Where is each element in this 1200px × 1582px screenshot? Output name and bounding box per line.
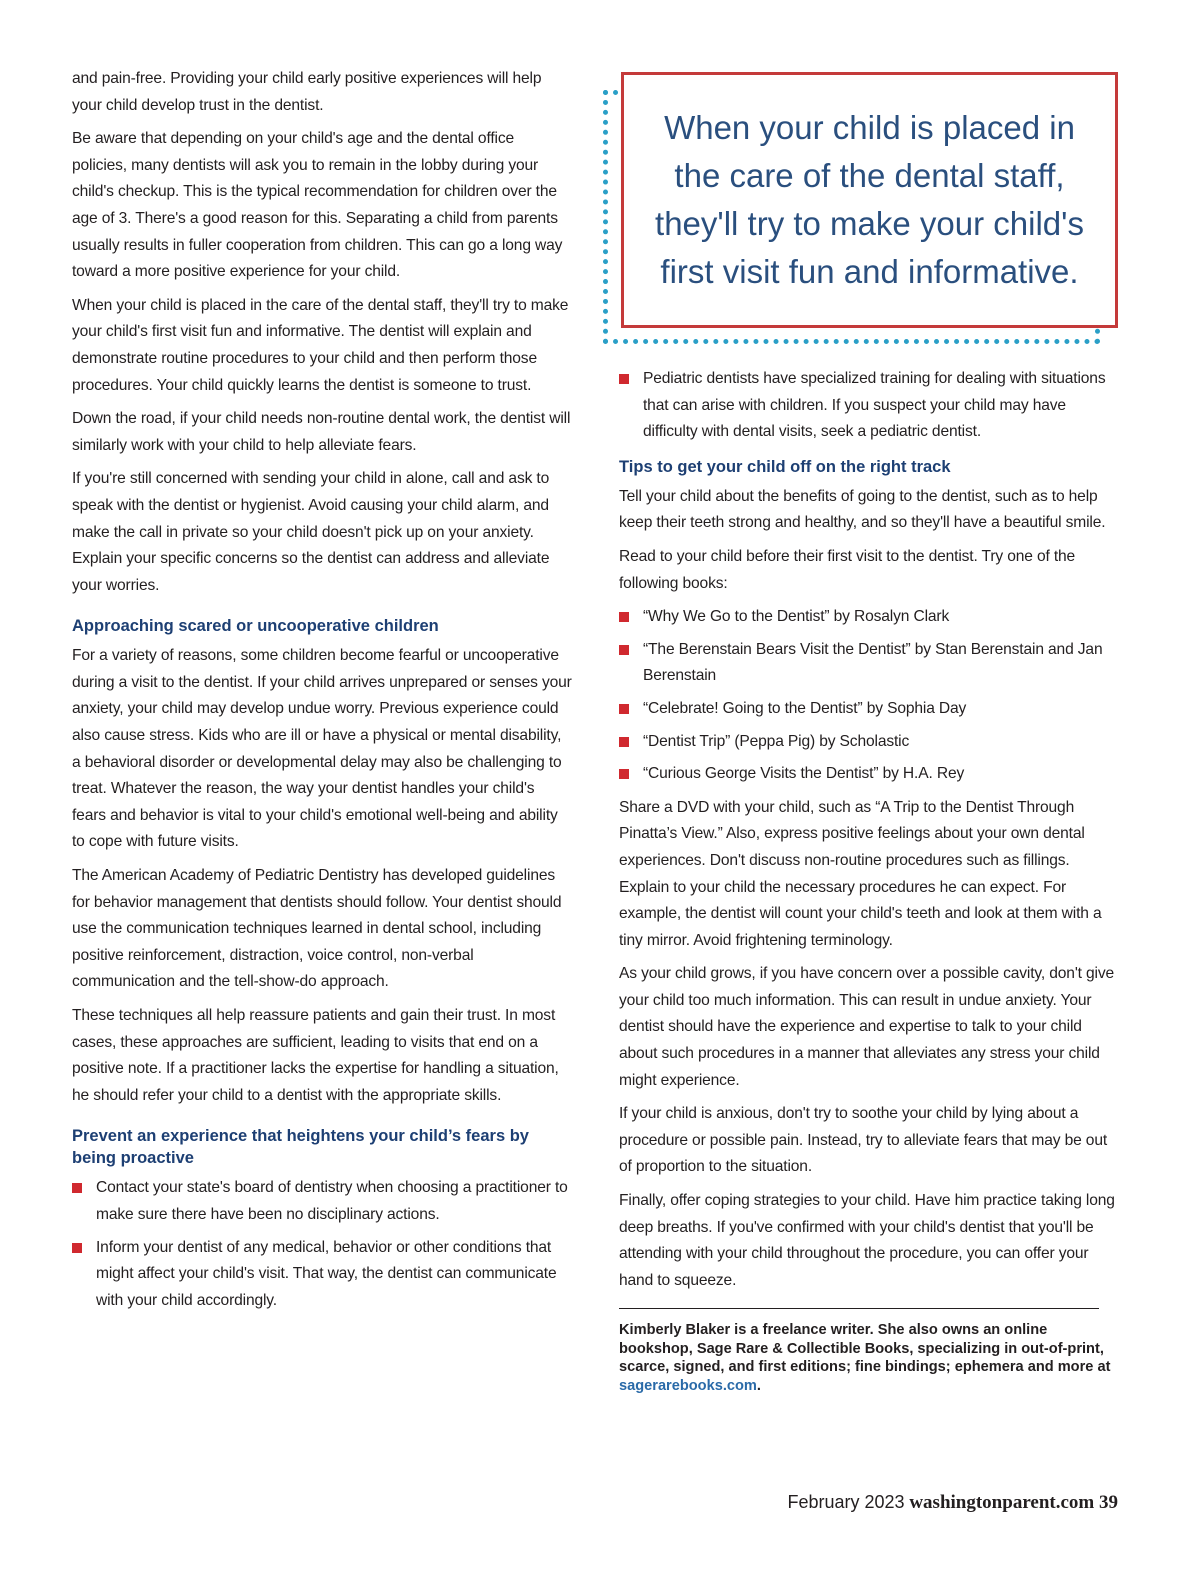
list-item-text: Contact your state's board of dentistry when choosing a practitioner to make sure there have been no disciplinary actions. bbox=[96, 1179, 568, 1223]
book-title: “Curious George Visits the Dentist” by H.A. Rey bbox=[643, 765, 965, 783]
article-paragraph: Down the road, if your child needs non-routine dental work, the dentist will similarly work with your child to help alleviate fears. bbox=[72, 410, 571, 454]
section-heading: Tips to get your child off on the right track bbox=[619, 457, 951, 476]
bullet-list bbox=[619, 366, 1119, 446]
pullquote-text: When your child is placed in the care of the dental staff, they'll try to make your child's first visit fun and informative. bbox=[655, 109, 1084, 290]
pullquote-box bbox=[621, 72, 1118, 328]
article-paragraph: These techniques all help reassure patients and gain their trust. In most cases, these approaches are sufficient, leading to visits that end on a positive note. If a practitioner lacks the expertise for handling a situation, he should refer your child to a dentist with the appropriate skills. bbox=[72, 1007, 559, 1104]
list-item bbox=[619, 604, 1119, 631]
bullet-square-icon bbox=[72, 1183, 82, 1193]
bullet-list bbox=[72, 1175, 572, 1314]
bullet-square-icon bbox=[619, 612, 629, 622]
article-paragraph: If your child is anxious, don't try to soothe your child by lying about a procedure or possible pain. Instead, try to alleviate fears that may be out of proportion to the situation. bbox=[619, 1105, 1108, 1176]
book-title: “Celebrate! Going to the Dentist” by Sophia Day bbox=[643, 699, 967, 717]
bullet-square-icon bbox=[619, 374, 629, 384]
bullet-square-icon bbox=[619, 769, 629, 779]
list-item-text: Pediatric dentists have specialized training for dealing with situations that can arise with children. If you suspect your child may have difficulty with dental visits, seek a pediatric dentist. bbox=[643, 370, 1106, 441]
site-name: washingtonparent.com bbox=[909, 1492, 1095, 1513]
list-item bbox=[619, 696, 1119, 723]
list-item bbox=[619, 637, 1119, 690]
left-column bbox=[72, 66, 572, 1321]
list-item bbox=[619, 761, 1119, 788]
bookshop-link[interactable]: sagerarebooks.com bbox=[619, 1377, 757, 1394]
list-item bbox=[72, 1175, 572, 1228]
author-bio-end: . bbox=[756, 1377, 761, 1394]
bullet-square-icon bbox=[619, 737, 629, 747]
article-paragraph: Read to your child before their first visit to the dentist. Try one of the following books: bbox=[619, 547, 1076, 592]
book-title: “Dentist Trip” (Peppa Pig) by Scholastic bbox=[643, 732, 910, 750]
book-title: “Why We Go to the Dentist” by Rosalyn Clark bbox=[643, 608, 950, 626]
list-item bbox=[72, 1235, 572, 1315]
article-paragraph: Finally, offer coping strategies to your child. Have him practice taking long deep breaths. If you've confirmed with your child's dentist that you'll be attending with your child throughout the procedure, you can offer your hand to squeeze. bbox=[619, 1192, 1115, 1289]
article-paragraph: Share a DVD with your child, such as “A Trip to the Dentist Through Pinatta’s View.” Also, express positive feelings about your own dental experiences. Don't discuss non-routine procedures such as fillings. Explain to your child the necessary procedures he can expect. For example, the dentist will count your child's teeth and look at them with a tiny mirror. Avoid frightening terminology. bbox=[619, 798, 1102, 949]
right-column bbox=[619, 366, 1119, 1395]
bullet-square-icon bbox=[619, 645, 629, 655]
section-heading: Prevent an experience that heightens your child’s fears by being proactive bbox=[72, 1127, 529, 1168]
divider bbox=[619, 1308, 1099, 1309]
article-paragraph: When your child is placed in the care of the dental staff, they'll try to make your child's first visit fun and informative. The dentist will explain and demonstrate routine procedures to your child and then perform those procedures. Your child quickly learns the dentist is someone to trust. bbox=[72, 296, 569, 394]
article-paragraph: The American Academy of Pediatric Dentistry has developed guidelines for behavior management that dentists should follow. Your dentist should use the communication techniques learned in dental school, including positive reinforcement, distraction, voice control, non-verbal communication and the tell-show-do approach. bbox=[72, 867, 562, 991]
issue-date: February 2023 bbox=[787, 1492, 905, 1512]
book-title: “The Berenstain Bears Visit the Dentist” by Stan Berenstain and Jan Berenstain bbox=[643, 640, 1103, 685]
list-item-text: Inform your dentist of any medical, behavior or other conditions that might affect your child's visit. That way, the dentist can communicate with your child accordingly. bbox=[96, 1238, 557, 1309]
list-item bbox=[619, 366, 1119, 446]
author-bio bbox=[619, 1321, 1119, 1395]
article-paragraph: As your child grows, if you have concern over a possible cavity, don't give your child too much information. This can result in undue anxiety. Your dentist should have the experience and expertise to talk to your child about such procedures in a manner that alleviates any stress your child might experience. bbox=[619, 965, 1115, 1089]
section-heading: Approaching scared or uncooperative children bbox=[72, 617, 439, 636]
page-footer bbox=[788, 1492, 1119, 1514]
article-paragraph: If you're still concerned with sending your child in alone, call and ask to speak with the dentist or hygienist. Avoid causing your child alarm, and make the call in private so your child doesn't pick up on your anxiety. Explain your specific concerns so the dentist can address and alleviate your worries. bbox=[72, 470, 550, 594]
list-item bbox=[619, 729, 1119, 756]
article-paragraph: and pain-free. Providing your child early positive experiences will help your child develop trust in the dentist. bbox=[72, 70, 542, 114]
book-list bbox=[619, 604, 1119, 788]
page-number: 39 bbox=[1099, 1492, 1118, 1513]
article-paragraph: Tell your child about the benefits of going to the dentist, such as to help keep their teeth strong and healthy, and so they'll have a beautiful smile. bbox=[619, 487, 1106, 532]
bullet-square-icon bbox=[619, 704, 629, 714]
article-paragraph: Be aware that depending on your child's age and the dental office policies, many dentists will ask you to remain in the lobby during your child's checkup. This is the typical recommendation for children over the age of 3. There's a good reason for this. Separating a child from parents usually results in fuller cooperation from children. This can go a long way toward a more positive experience for your child. bbox=[72, 130, 563, 281]
author-bio-text: Kimberly Blaker is a freelance writer. She also owns an online bookshop, Sage Rare & Collectible Books, specializing in out-of-print, scarce, signed, and first editions; fine bindings; ephemera and more at bbox=[619, 1322, 1111, 1376]
article-paragraph: For a variety of reasons, some children become fearful or uncooperative during a visit to the dentist. If your child arrives unprepared or senses your anxiety, your child may develop undue worry. Previous experience could also cause stress. Kids who are ill or have a physical or mental disability, a behavioral disorder or developmental delay may also be challenging to treat. Whatever the reason, the way your dentist handles your child's fears and behavior is vital to your child's emotional well-being and ability to cope with future visits. bbox=[72, 647, 572, 851]
bullet-square-icon bbox=[72, 1243, 82, 1253]
